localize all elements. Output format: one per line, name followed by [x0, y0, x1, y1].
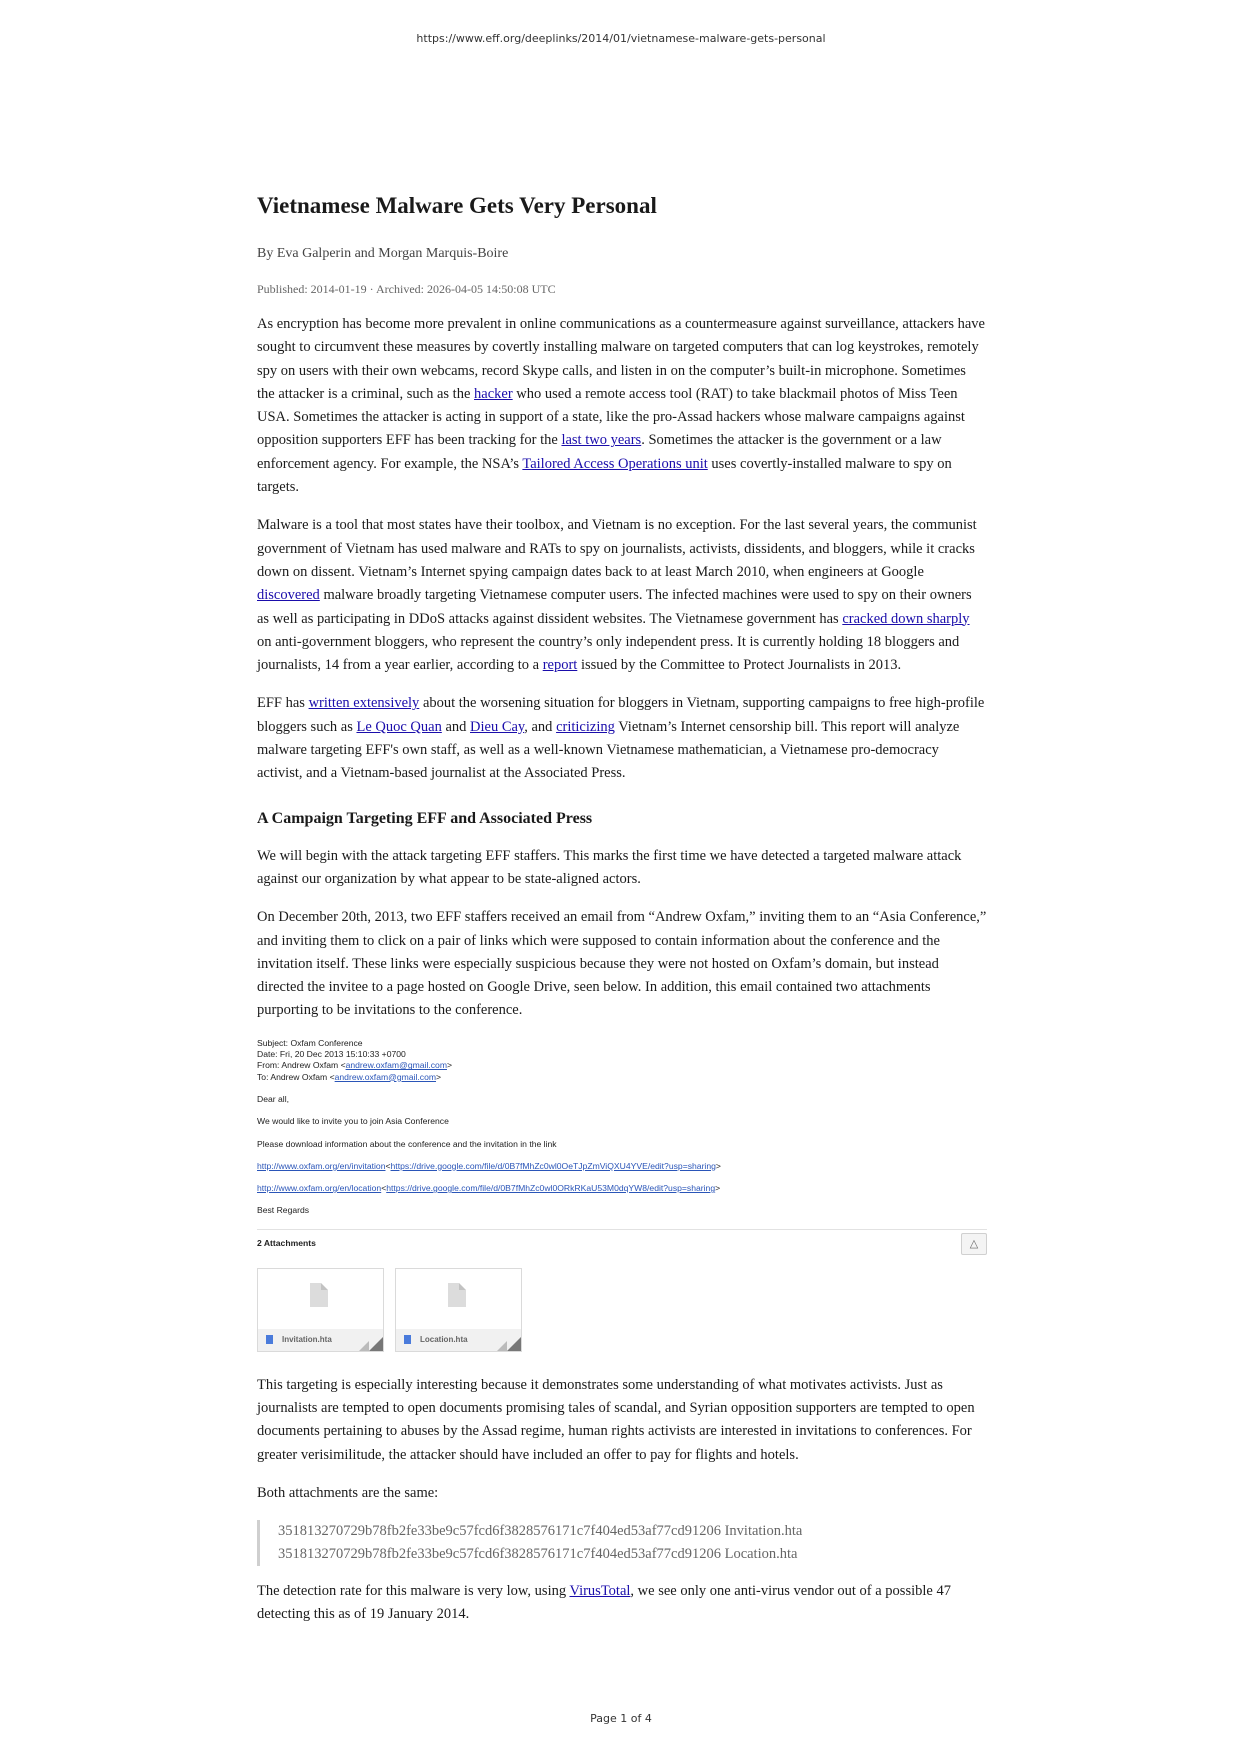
attachment-card-location[interactable] [395, 1268, 522, 1352]
article [257, 190, 987, 1642]
paragraph-email-intro: On December 20th, 2013, two EFF staffers received an email from “Andrew Oxfam,” inviting them to an “Asia Conference,” and inviting them to click on a pair of links which were supposed to contain information about the conference and the invitation itself. These links were especially suspicious because they were not hosted on Oxfam’s domain, but instead directed the invitee to a page hosted on Google Drive, seen below. In addition, this email contained two attachments purporting to be invitations to the conference. [257, 909, 987, 1019]
text: To: Andrew Oxfam < [257, 1071, 335, 1082]
link-written-extensively[interactable]: written extensively [308, 695, 420, 712]
link-criticizing[interactable]: criticizing [556, 718, 615, 735]
link-virustotal[interactable]: VirusTotal [569, 1583, 631, 1600]
email-from [257, 1060, 987, 1071]
text: > [436, 1071, 442, 1082]
hash-line: 351813270729b78fb2fe33be9c57fcd6f3828576171c7f404ed53af77cd91206 Location.hta [278, 1546, 798, 1563]
page-corner-icon [507, 1337, 521, 1351]
file-icon [448, 1283, 466, 1307]
text: As encryption has become more prevalent in online communications as a countermeasure against surveillance, attackers have sought to circumvent these measures by covertly installing malware on targeted computers that can log keystrokes, remotely spy on users with their own webcams, record Skype calls, and listen in on the computer’s built-in microphone. Sometimes the attacker is a criminal, such as the [257, 316, 985, 402]
doc-icon [266, 1335, 273, 1344]
link-discovered[interactable]: discovered [257, 587, 320, 604]
attachment-cards [257, 1268, 987, 1352]
text: about the worsening situation for bloggers in Vietnam, supporting campaigns to free high-profile bloggers such as [257, 695, 985, 735]
text: who used a remote access tool (RAT) to take blackmail photos of Miss Teen USA. Sometimes the attacker is acting in support of a state, like the pro-Assad hackers whose malware campaigns against opposition supporters EFF has been tracking for the [257, 385, 965, 449]
email-to [257, 1072, 987, 1083]
text: The detection rate for this malware is very low, using [257, 1583, 570, 1600]
link-cracked-down[interactable]: cracked down sharply [842, 610, 970, 627]
text: , and [524, 718, 557, 735]
paragraph-attack: We will begin with the attack targeting EFF staffers. This marks the first time we have detected a targeted malware attack against our organization by what appear to be state-aligned actors. [257, 847, 962, 887]
page-curl-icon [359, 1341, 369, 1351]
paragraph-intro [257, 313, 987, 499]
paragraph-eff [257, 692, 987, 785]
attachment-name: Location.hta [420, 1334, 468, 1344]
link-le-quoc-quan[interactable]: Le Quoc Quan [356, 718, 442, 735]
text: . Sometimes the attacker is the government or a law enforcement agency. For example, the NSA’s [257, 432, 942, 472]
link-tao-unit[interactable]: Tailored Access Operations unit [522, 455, 708, 472]
attachments-title: 2 Attachments [257, 1237, 316, 1248]
email-download: Please download information about the conference and the invitation in the link [257, 1138, 557, 1149]
link-report[interactable]: report [542, 657, 578, 674]
article-title: Vietnamese Malware Gets Very Personal [257, 193, 657, 218]
text: Vietnam’s Internet censorship bill. This report will analyze malware targeting EFF's own staff, as well as a well-known Vietnamese mathematician, a Vietnamese pro-democracy activist, and a Vietnam-based journalist at the Associated Press. [257, 718, 960, 782]
email-link-location [257, 1183, 987, 1194]
page-corner-icon [369, 1337, 383, 1351]
link-drive-location[interactable]: https://drive.google.com/file/d/0B7fMhZc0wl0ORkRKaU53M0dqYW8/edit?usp=sharing [386, 1183, 716, 1194]
email-subject: Subject: Oxfam Conference [257, 1037, 363, 1048]
publish-meta: Published: 2014-01-19 · Archived: 2026-04-05 14:50:08 UTC [257, 282, 556, 296]
text: > [715, 1160, 721, 1171]
section-heading: A Campaign Targeting EFF and Associated Press [257, 809, 593, 827]
attachment-name: Invitation.hta [282, 1334, 332, 1344]
byline: By Eva Galperin and Morgan Marquis-Boire [257, 246, 509, 261]
email-invite: We would like to invite you to join Asia Conference [257, 1116, 449, 1127]
email-screenshot [257, 1038, 987, 1352]
paragraph-same: Both attachments are the same: [257, 1484, 439, 1501]
link-dieu-cay[interactable]: Dieu Cay [470, 718, 525, 735]
hash-quote [257, 1520, 987, 1566]
text: on anti-government bloggers, who represent the country’s only independent press. It is currently holding 18 bloggers and journalists, 14 from a year earlier, according to a [257, 633, 960, 674]
text: and [441, 718, 471, 735]
text: < [385, 1160, 391, 1171]
paragraph-detection [257, 1580, 987, 1627]
save-to-drive-icon[interactable]: △ [961, 1233, 987, 1255]
text: uses covertly-installed malware to spy on targets. [257, 455, 952, 496]
paragraph-vietnam [257, 514, 987, 677]
attachment-card-invitation[interactable] [257, 1268, 384, 1352]
email-to-address[interactable]: andrew.oxfam@gmail.com [334, 1071, 437, 1082]
link-oxfam-invitation[interactable]: http://www.oxfam.org/en/invitation [257, 1160, 386, 1171]
hash-line: 351813270729b78fb2fe33be9c57fcd6f3828576171c7f404ed53af77cd91206 Invitation.hta [278, 1523, 803, 1540]
link-drive-invitation[interactable]: https://drive.google.com/file/d/0B7fMhZc0wl0OeTJpZmViQXU4YVE/edit?usp=sharing [390, 1160, 716, 1171]
email-signoff: Best Regards [257, 1205, 310, 1216]
text: issued by the Committee to Protect Journalists in 2013. [577, 657, 902, 674]
text: Malware is a tool that most states have their toolbox, and Vietnam is no exception. For the last several years, the communist government of Vietnam has used malware and RATs to spy on journalists, activists, dissidents, and bloggers, while it cracks down on dissent. Vietnam’s Internet spying campaign dates back to at least March 2010, when engineers at Google [257, 517, 977, 580]
page-number: Page 1 of 4 [590, 1712, 652, 1725]
attachments-bar [257, 1229, 987, 1260]
file-icon [310, 1283, 328, 1307]
text: malware broadly targeting Vietnamese computer users. The infected machines were used to spy on their owners as well as participating in DDoS attacks against dissident websites. The Vietnamese government has [257, 587, 972, 627]
email-date: Date: Fri, 20 Dec 2013 15:10:33 +0700 [257, 1049, 406, 1060]
page-curl-icon [497, 1341, 507, 1351]
text: > [446, 1060, 453, 1071]
text: EFF has [257, 695, 309, 712]
link-oxfam-location[interactable]: http://www.oxfam.org/en/location [257, 1183, 382, 1194]
text: From: Andrew Oxfam < [257, 1060, 346, 1071]
email-headers [257, 1038, 987, 1083]
paragraph-targeting: This targeting is especially interesting because it demonstrates some understanding of what motivates activists. Just as journalists are tempted to open documents promising tales of scandal, and Syrian opposition supporters are tempted to open documents pertaining to abuses by the Assad regime, human rights activists are interested in invitations to conferences. For greater verisimilitude, the attacker should have included an offer to pay for flights and hotels. [257, 1376, 975, 1463]
link-hacker[interactable]: hacker [474, 385, 513, 402]
link-last-two-years[interactable]: last two years [561, 432, 642, 449]
email-greeting: Dear all, [257, 1093, 289, 1104]
email-from-address[interactable]: andrew.oxfam@gmail.com [345, 1060, 447, 1071]
email-link-invitation [257, 1161, 987, 1172]
text: < [381, 1183, 387, 1194]
text: > [715, 1183, 721, 1194]
page-url: https://www.eff.org/deeplinks/2014/01/vietnamese-malware-gets-personal [416, 32, 826, 45]
doc-icon [404, 1335, 411, 1344]
text: , we see only one anti-virus vendor out of a possible 47 detecting this as of 19 January 2014. [257, 1583, 951, 1623]
